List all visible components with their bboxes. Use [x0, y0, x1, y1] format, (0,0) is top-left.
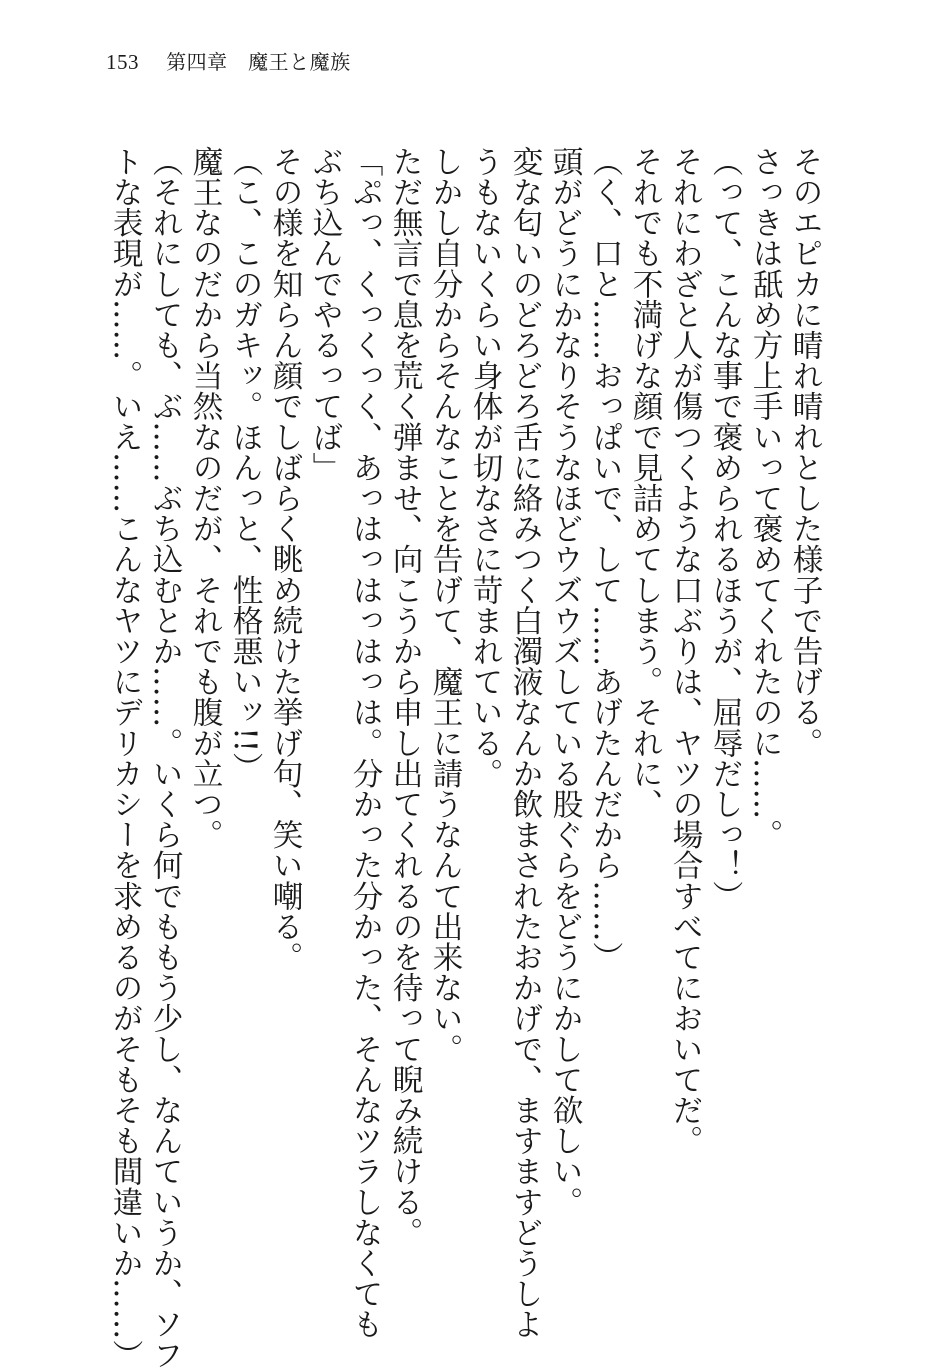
text-line: しかし自分からそんなことを告げて、魔王に請うなんて出来ない。: [427, 146, 462, 1064]
text-line: トな表現が……。いえ……こんなヤツにデリカシーを求めるのがそもそも間違いか……）: [107, 146, 142, 1370]
running-head: [106, 52, 351, 73]
chapter-title: 第四章 魔王と魔族: [166, 50, 351, 74]
vertical-body-text: [100, 146, 824, 1370]
text-line: （こ、このガキッ。ほんっと、性格悪いッ!!）: [227, 146, 262, 783]
text-line: それでも不満げな顔で見詰めてしまう。それに、: [627, 146, 662, 820]
text-line: 変な匂いのどろどろ舌に絡みつく白濁液なんか飲まされたおかげで、ますますどうしよ: [507, 146, 542, 1340]
page-number: 153: [106, 50, 139, 74]
text-line: 頭がどうにかなりそうなほどウズウズしている股ぐらをどうにかして欲しい。: [547, 146, 582, 1217]
text-line: そのエピカに晴れ晴れとした様子で告げる。: [787, 146, 822, 758]
text-line: （それにしても、ぶ……ぶち込むとか……。いくら何でももう少し、なんていうか、ソフ: [147, 146, 182, 1370]
text-line: その様を知らん顔でしばらく眺め続けた挙げ句、笑い嘲る。: [267, 146, 302, 973]
text-line: うもないくらい身体が切なさに苛まれている。: [467, 146, 502, 789]
text-line: （って、こんな事で褒められるほうが、屈辱だしっ！）: [707, 146, 742, 911]
text-line: 「ぷっ、くっくっく、あっはっはっはっは。分かった分かった、そんなツラしなくても: [347, 146, 382, 1340]
text-line: それにわざと人が傷つくような口ぶりは、ヤツの場合すべてにおいてだ。: [667, 146, 702, 1156]
text-line: 魔王なのだから当然なのだが、それでも腹が立つ。: [187, 146, 222, 850]
text-line: ぶち込んでやるってば」: [307, 146, 342, 483]
text-line: さっきは舐め方上手いって褒めてくれたのに……。: [747, 146, 782, 850]
text-line: （く、口と……おっぱいで、して……あげたんだから……）: [587, 146, 622, 973]
text-line: ただ無言で息を荒く弾ませ、向こうから申し出てくれるのを待って睨み続ける。: [387, 146, 422, 1248]
